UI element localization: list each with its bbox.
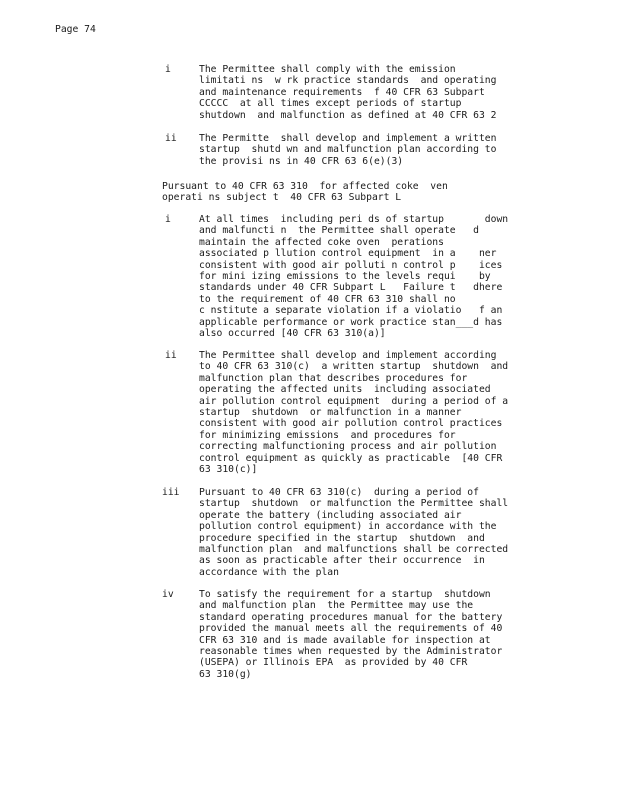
item-text-line: for minimizing emissions and procedures for [199, 429, 456, 441]
item-text-line: accordance with the plan [199, 566, 339, 578]
item-text-line: The Permittee shall comply with the emission [199, 64, 456, 75]
item-text-line: operating the affected units including associated [199, 384, 491, 396]
item-text-line: pollution control equipment) in accordance with the [199, 521, 497, 533]
item-text-line: applicable performance or work practice stan___d has [199, 316, 503, 328]
item-text-line: The Permittee shall develop and implement according [199, 350, 497, 361]
item-text-line: The Permitte shall develop and implement a written [199, 133, 497, 144]
item-marker: iii [162, 487, 180, 498]
item-marker: i [165, 214, 171, 225]
item-marker: ii [165, 350, 177, 361]
item-text-line: (USEPA) or Illinois EPA as provided by 40 CFR [199, 657, 468, 669]
intro-text-line: Pursuant to 40 CFR 63 310 for affected coke ven [162, 181, 448, 192]
item-text-line: control equipment as quickly as practicable [40 CFR [199, 452, 503, 464]
item-text-line: standard operating procedures manual for the battery [199, 611, 503, 623]
item-text-line: startup shutd wn and malfunction plan according to [199, 144, 497, 156]
item-text-line: maintain the affected coke oven perations [199, 236, 444, 248]
item-marker: i [165, 64, 171, 75]
item-text-line: and malfunction plan the Permittee may use the [199, 600, 474, 612]
item-text-line: limitati ns w rk practice standards and operating [199, 75, 497, 87]
item-text-line: reasonable times when requested by the Administrator [199, 646, 503, 657]
item-text-line: correcting malfunctioning process and air pollution [199, 441, 497, 453]
item-text-line: c nstitute a separate violation if a violatio f an [199, 305, 503, 317]
item-text-line: Pursuant to 40 CFR 63 310(c) during a period of [199, 487, 479, 498]
page-number: Page 74 [55, 24, 96, 35]
item-text-line: associated p llution control equipment in a ner [199, 248, 497, 260]
item-text-line: startup shutdown or malfunction in a manner [199, 407, 462, 418]
item-text-line: At all times including peri ds of startup down [199, 214, 509, 225]
item-text-line: startup shutdown or malfunction the Permittee shall [199, 498, 509, 510]
item-text-line: CCCCC at all times except periods of startup [199, 98, 462, 110]
item-text-line: 63 310(g) [199, 668, 252, 680]
item-text-line: to 40 CFR 63 310(c) a written startup shutdown and [199, 361, 509, 373]
item-text-line: also occurred [40 CFR 63 310(a)] [199, 328, 386, 339]
item-text-line: consistent with good air polluti n control p ices [199, 259, 503, 271]
item-text-line: standards under 40 CFR Subpart L Failure t dhere [199, 282, 503, 294]
item-text-line: air pollution control equipment during a period of a [199, 395, 509, 407]
item-text-line: consistent with good air pollution control practices [199, 418, 503, 430]
item-marker: iv [162, 589, 174, 600]
item-text-line: as soon as practicable after their occurrence in [199, 555, 485, 567]
item-text-line: for mini izing emissions to the levels requi by [199, 271, 491, 282]
item-text-line: malfunction plan that describes procedures for [199, 372, 468, 384]
item-text-line: procedure specified in the startup shutdown and [199, 532, 485, 544]
item-text-line: CFR 63 310 and is made available for inspection at [199, 634, 491, 646]
item-text-line: To satisfy the requirement for a startup shutdown [199, 589, 491, 600]
item-text-line: to the requirement of 40 CFR 63 310 shall no [199, 293, 456, 305]
item-text-line: provided the manual meets all the requirements of 40 [199, 623, 503, 635]
item-text-line: shutdown and malfunction as defined at 40 CFR 63 2 [199, 109, 497, 121]
item-text-line: malfunction plan and malfunctions shall be corrected [199, 544, 509, 555]
intro-text-line: operati ns subject t 40 CFR 63 Subpart L [162, 192, 402, 204]
item-text-line: and malfuncti n the Permittee shall operate d [199, 225, 479, 237]
item-text-line: 63 310(c)] [199, 464, 258, 475]
item-text-line: the provisi ns in 40 CFR 63 6(e)(3) [199, 155, 404, 167]
item-text-line: operate the battery (including associated air [199, 509, 462, 521]
item-text-line: and maintenance requirements f 40 CFR 63 Subpart [199, 86, 485, 98]
item-marker: ii [165, 133, 177, 144]
